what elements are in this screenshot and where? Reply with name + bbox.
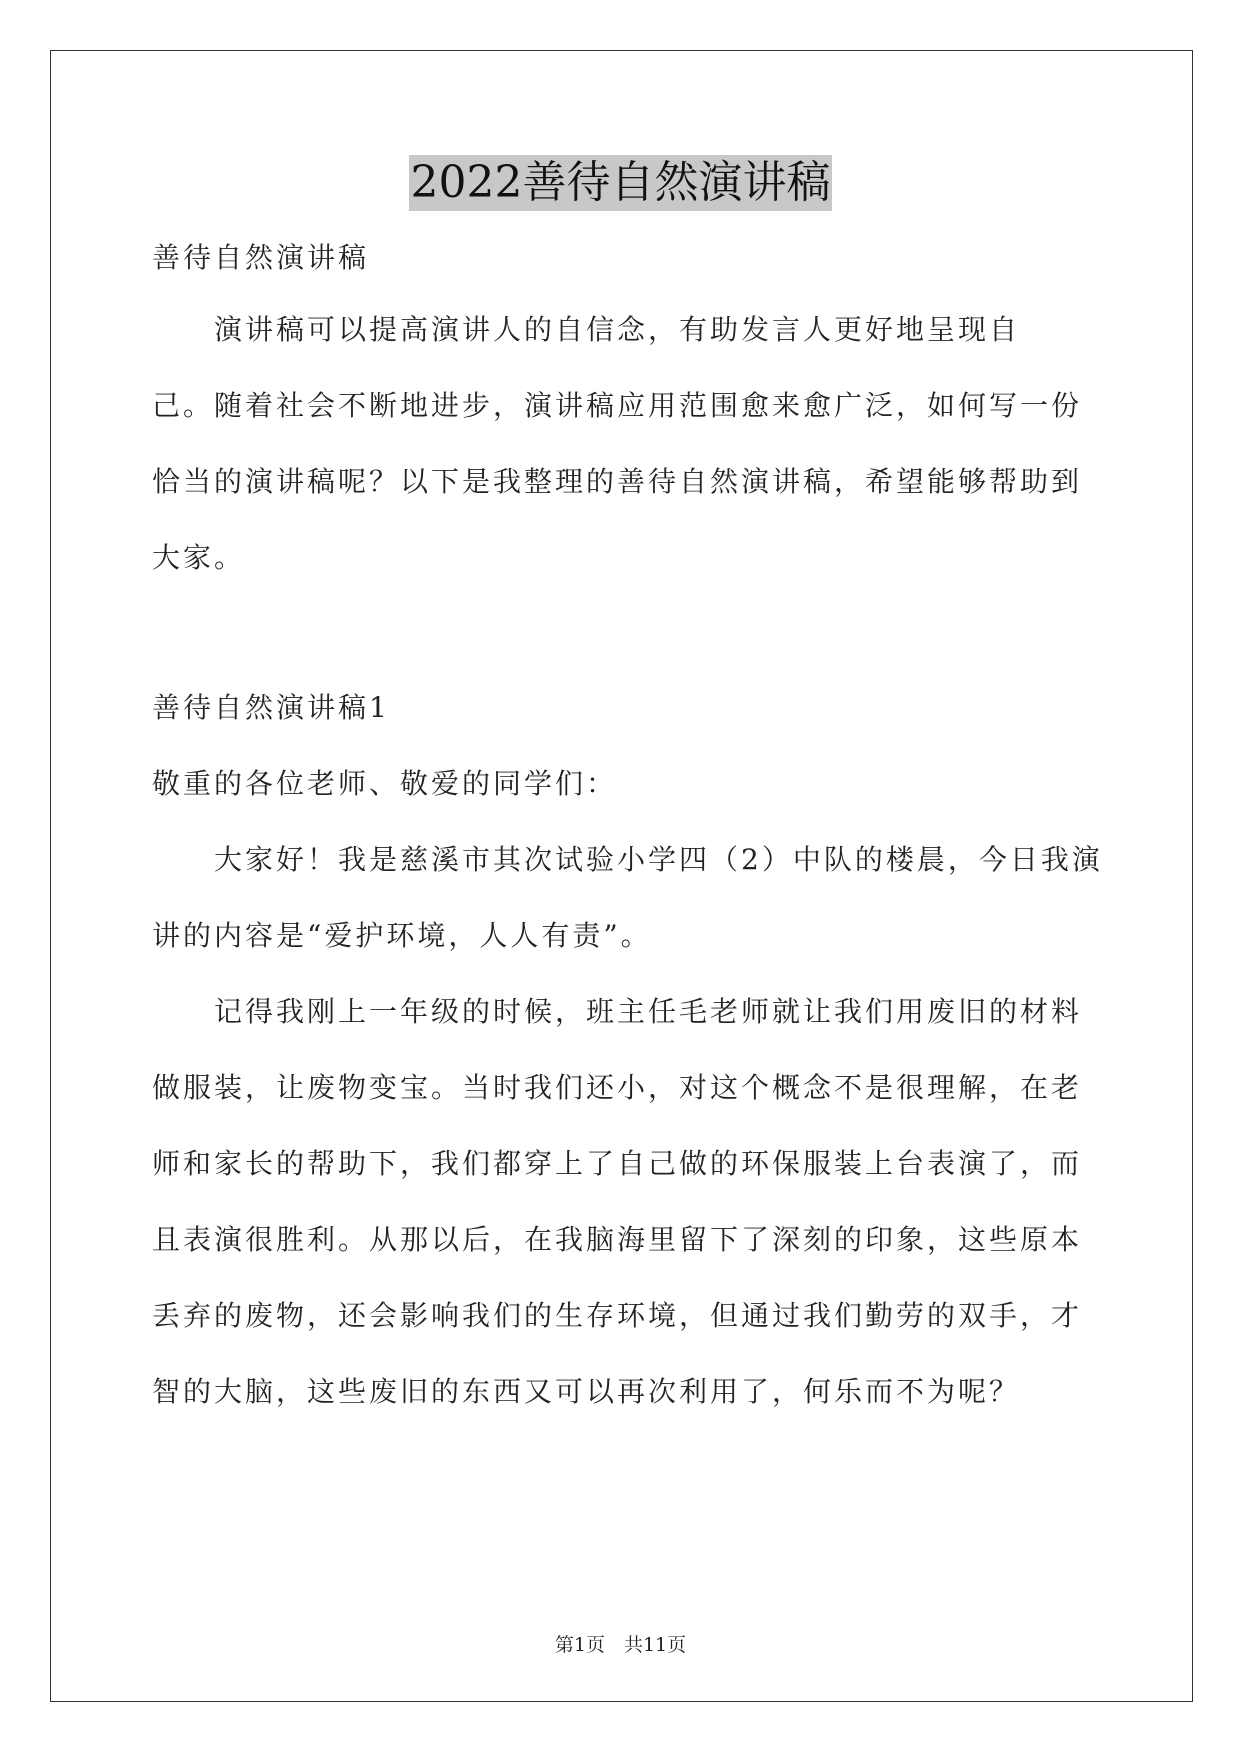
body-line: 大家好！我是慈溪市其次试验小学四（2）中队的楼晨，今日我演 [152, 843, 1103, 876]
body-line: 记得我刚上一年级的时候，班主任毛老师就让我们用废旧的材料 [152, 995, 1083, 1028]
body-line: 智的大脑，这些废旧的东西又可以再次利用了，何乐而不为呢？ [152, 1375, 1021, 1408]
intro-line: 演讲稿可以提高演讲人的自信念，有助发言人更好地呈现自 [152, 313, 1021, 346]
intro-line: 大家。 [152, 541, 246, 574]
body-line: 且表演很胜利。从那以后，在我脑海里留下了深刻的印象，这些原本 [152, 1223, 1083, 1256]
document-subtitle: 善待自然演讲稿 [152, 241, 370, 274]
title-container [0, 155, 1241, 211]
body-line: 师和家长的帮助下，我们都穿上了自己做的环保服装上台表演了，而 [152, 1147, 1083, 1180]
body-line: 讲的内容是“爱护环境，人人有责”。 [152, 919, 652, 952]
greeting: 敬重的各位老师、敬爱的同学们： [152, 767, 618, 800]
body-line: 丢弃的废物，还会影响我们的生存环境，但通过我们勤劳的双手，才 [152, 1299, 1083, 1332]
page-number-footer: 第1页 共11页 [554, 1634, 687, 1656]
body-line: 做服装，让废物变宝。当时我们还小，对这个概念不是很理解，在老 [152, 1071, 1083, 1104]
intro-line: 恰当的演讲稿呢？以下是我整理的善待自然演讲稿，希望能够帮助到 [152, 465, 1083, 498]
section-heading: 善待自然演讲稿1 [152, 691, 390, 724]
document-title: 2022善待自然演讲稿 [409, 155, 833, 211]
intro-line: 己。随着社会不断地进步，演讲稿应用范围愈来愈广泛，如何写一份 [152, 389, 1083, 422]
